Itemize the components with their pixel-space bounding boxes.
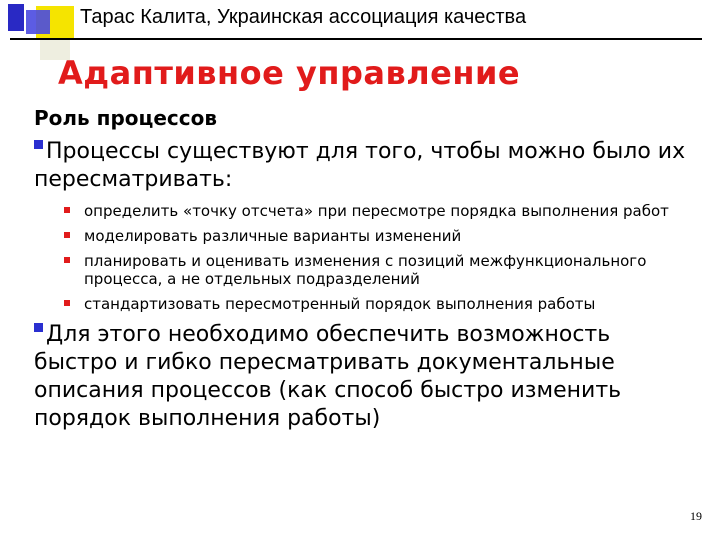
sub-bullet-item xyxy=(34,295,694,313)
sub-bullet-text: определить «точку отсчета» при пересмотре порядка выполнения работ xyxy=(84,202,669,220)
corner-decoration-blue xyxy=(26,10,50,34)
slide-title: Адаптивное управление xyxy=(58,54,521,92)
bullet-main-2-text: Для этого необходимо обеспечить возможность быстро и гибко пересматривать документальные описания процессов (как способ быстро изменить порядок выполнения работы) xyxy=(34,322,622,431)
sub-bullet-text: планировать и оценивать изменения с позиций межфункционального процесса, а не отдельных подразделений xyxy=(84,252,647,288)
bullet-square-icon xyxy=(64,232,70,238)
sub-bullet-item xyxy=(34,202,694,220)
bullet-square-icon xyxy=(64,207,70,213)
header-author: Тарас Калита, Украинская ассоциация качества xyxy=(80,6,527,28)
bullet-square-icon xyxy=(64,300,70,306)
bullet-main-1-text: Процессы существуют для того, чтобы можно было их пересматривать: xyxy=(34,139,686,192)
page-number: 19 xyxy=(690,509,702,523)
subheading: Роль процессов xyxy=(34,106,218,130)
sub-bullet-text: моделировать различные варианты изменений xyxy=(84,227,462,245)
slide-content xyxy=(34,106,694,441)
sub-bullet-list xyxy=(34,202,694,313)
sub-bullet-item xyxy=(34,227,694,245)
bullet-square-icon xyxy=(64,257,70,263)
corner-decoration-blue-left xyxy=(8,4,24,31)
sub-bullet-text: стандартизовать пересмотренный порядок выполнения работы xyxy=(84,295,596,313)
bullet-main-1 xyxy=(34,138,694,194)
sub-bullet-item xyxy=(34,252,694,288)
header-divider xyxy=(10,38,702,40)
bullet-square-icon xyxy=(34,323,43,332)
bullet-main-2 xyxy=(34,321,694,433)
bullet-square-icon xyxy=(34,140,43,149)
